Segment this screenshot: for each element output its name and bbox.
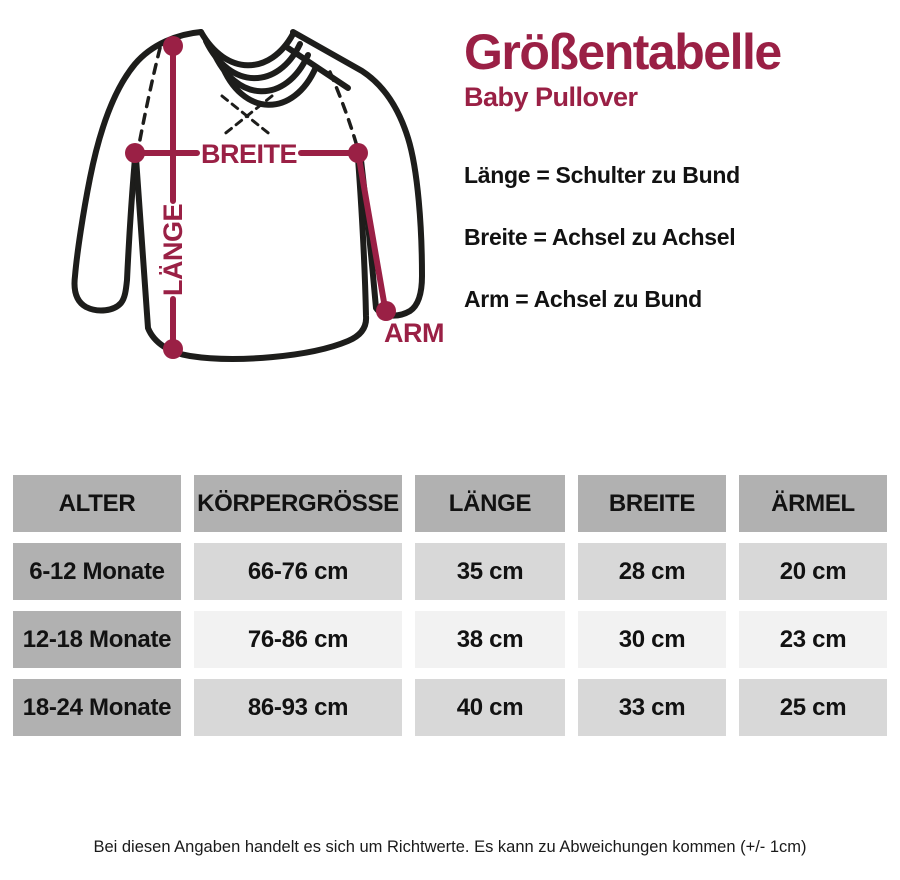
left-armpit-point: [125, 143, 145, 163]
table-cell: 28 cm: [578, 543, 726, 600]
left-seam-dashed: [138, 48, 160, 150]
table-cell: 86-93 cm: [194, 679, 402, 736]
sweater-outline: [74, 32, 422, 359]
page-title: Größentabelle: [464, 24, 781, 80]
table-cell: 25 cm: [739, 679, 887, 736]
table-cell: 20 cm: [739, 543, 887, 600]
row-label: 18-24 Monate: [13, 679, 181, 736]
column-header-aermel: ÄRMEL: [739, 475, 887, 532]
row-label: 6-12 Monate: [13, 543, 181, 600]
measurement-definitions: [464, 164, 740, 350]
column-header-laenge: LÄNGE: [415, 475, 565, 532]
disclaimer-note: Bei diesen Angaben handelt es sich um Richtwerte. Es kann zu Abweichungen kommen (+/- 1cm): [93, 838, 807, 856]
column-header-koerpergroesse: KÖRPERGRÖSSE: [194, 475, 402, 532]
row-label: 12-18 Monate: [13, 611, 181, 668]
shoulder-point: [163, 36, 183, 56]
sweater-diagram: [30, 8, 450, 388]
hem-point: [163, 339, 183, 359]
column-header-alter: ALTER: [13, 475, 181, 532]
laenge-label: LÄNGE: [158, 204, 188, 296]
breite-label: BREITE: [200, 139, 298, 169]
table-cell: 35 cm: [415, 543, 565, 600]
table-cell: 30 cm: [578, 611, 726, 668]
definition-breite: Breite = Achsel zu Achsel: [464, 224, 736, 250]
right-armpit-point: [348, 143, 368, 163]
table-cell: 23 cm: [739, 611, 887, 668]
table-cell: 33 cm: [578, 679, 726, 736]
definition-arm: Arm = Achsel zu Bund: [464, 286, 702, 312]
table-cell: 76-86 cm: [194, 611, 402, 668]
table-cell: 40 cm: [415, 679, 565, 736]
table-cell: 66-76 cm: [194, 543, 402, 600]
page-subtitle: Baby Pullover: [464, 82, 638, 112]
title-block: [464, 26, 781, 113]
size-table: [13, 475, 887, 736]
column-header-breite: BREITE: [578, 475, 726, 532]
arm-label: ARM: [384, 318, 444, 348]
definition-laenge: Länge = Schulter zu Bund: [464, 162, 740, 188]
table-cell: 38 cm: [415, 611, 565, 668]
